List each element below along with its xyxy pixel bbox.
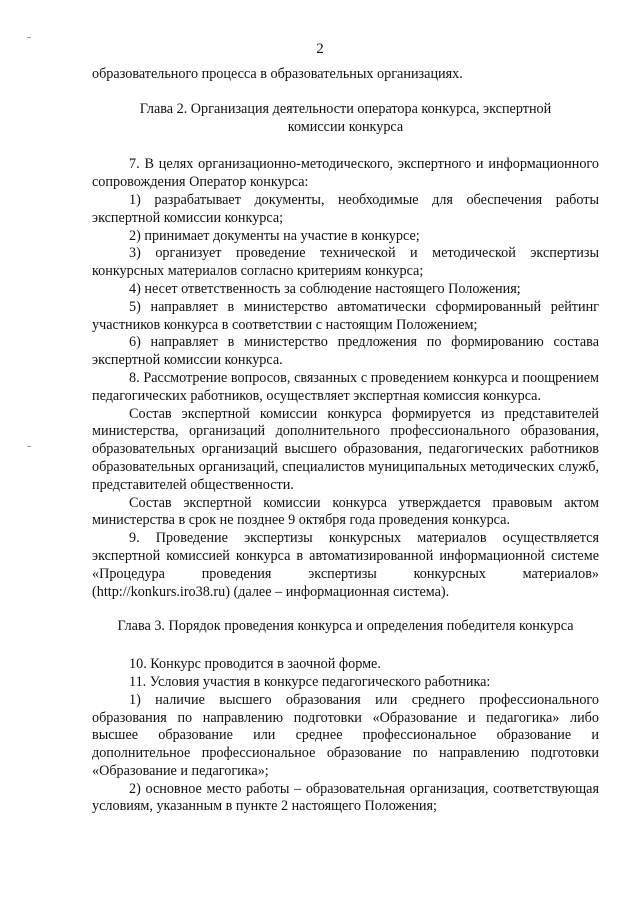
paragraph: 10. Конкурс проводится в заочной форме. <box>129 656 381 673</box>
chapter-2-body <box>92 156 599 601</box>
paragraph: 9. Проведение экспертизы конкурсных материалов осуществляется экспертной комиссией конкурса в автоматизированной информационной системе «Процедура проведения экспертизы конкурсных материалов» (http://konkurs.iro38.ru) (далее – информационная система). <box>92 530 599 600</box>
scan-mark <box>27 446 31 447</box>
paragraph: Состав экспертной комиссии конкурса утверждается правовым актом министерства в срок не позднее 9 октября года проведения конкурса. <box>92 494 599 529</box>
list-item: 1) разрабатывает документы, необходимые для обеспечения работы экспертной комиссии конкурса; <box>92 191 599 226</box>
scan-mark <box>27 37 31 38</box>
list-item: 6) направляет в министерство предложения по формированию состава экспертной комиссии конкурса. <box>92 334 599 369</box>
chapter-3-body <box>92 656 599 816</box>
paragraph: 8. Рассмотрение вопросов, связанных с проведением конкурса и поощрением педагогических работников, осуществляет экспертная комиссия конкурса. <box>92 369 599 404</box>
list-item: 5) направляет в министерство автоматически сформированный рейтинг участников конкурса в соответствии с настоящим Положением; <box>92 298 599 333</box>
list-item: 2) принимает документы на участие в конкурсе; <box>129 227 420 244</box>
chapter-2-heading: Глава 2. Организация деятельности оператора конкурса, экспертной комиссии конкурса <box>139 100 552 135</box>
list-item: 2) основное место работы – образовательная организация, соответствующая условиям, указанным в пункте 2 настоящего Положения; <box>92 780 599 815</box>
document-body <box>92 66 599 816</box>
intro-line: образовательного процесса в образовательных организациях. <box>92 66 463 82</box>
chapter-3-heading: Глава 3. Порядок проведения конкурса и определения победителя конкурса <box>117 618 574 635</box>
list-item: 4) несет ответственность за соблюдение настоящего Положения; <box>129 280 521 297</box>
list-item: 1) наличие высшего образования или среднего профессионального образования по направлению подготовки «Образование и педагогика» либо высшее образование или среднее профессиональное образование и дополнительное профессиональное образование по направлению подготовки «Образование и педагогика»; <box>92 691 599 779</box>
page-number: 2 <box>316 41 324 57</box>
paragraph: 11. Условия участия в конкурсе педагогического работника: <box>129 673 491 690</box>
paragraph: Состав экспертной комиссии конкурса формируется из представителей министерства, организаций дополнительного профессионального образования, образовательных организаций высшего образования, педагогических работников образовательных организаций, специалистов муниципальных методических служб, представителей общественности. <box>92 405 599 493</box>
paragraph: 7. В целях организационно-методического, экспертного и информационного сопровождения Оператор конкурса: <box>92 156 599 191</box>
list-item: 3) организует проведение технической и методической экспертизы конкурсных материалов согласно критериям конкурса; <box>92 245 599 280</box>
